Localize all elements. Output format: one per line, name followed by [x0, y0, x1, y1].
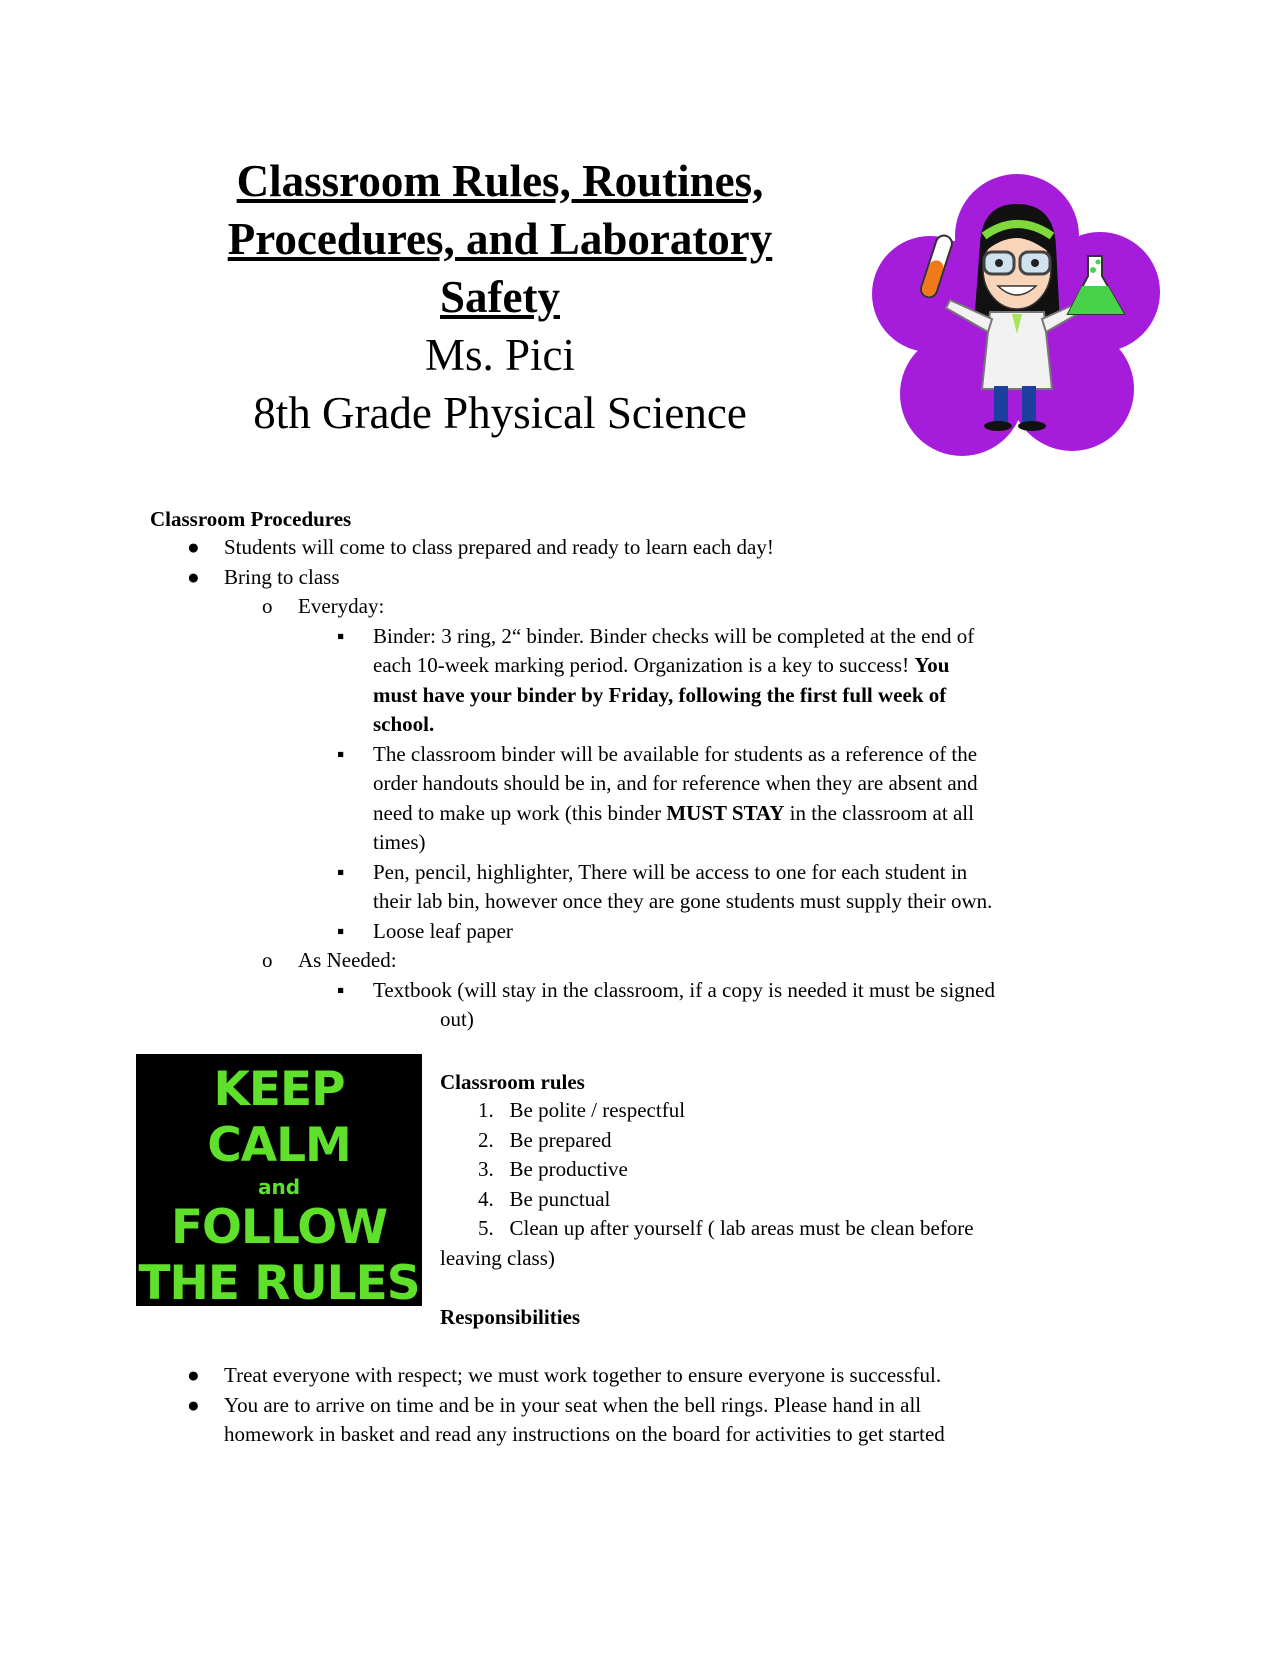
course-name: 8th Grade Physical Science	[253, 388, 747, 438]
responsibility-item-2-line-2: homework in basket and read any instructions on the board for activities to get started	[224, 1422, 945, 1446]
square-bullet-icon: ▪	[337, 860, 345, 884]
responsibility-item-2-line-1: You are to arrive on time and be in your seat when the bell rings. Please hand in all	[224, 1393, 922, 1417]
pen-line-1: Pen, pencil, highlighter, There will be access to one for each student in	[373, 860, 968, 884]
square-bullet-icon: ▪	[337, 742, 345, 766]
responsibilities-heading: Responsibilities	[440, 1305, 581, 1329]
rule-item-2: 2. Be prepared	[478, 1128, 612, 1152]
poster-line-follow: FOLLOW	[170, 1200, 388, 1255]
class-binder-line-4: times)	[373, 830, 426, 854]
document-title-line-1: Classroom Rules, Routines,	[236, 156, 764, 206]
poster-line-keep: KEEP	[213, 1062, 345, 1117]
as-needed-label: As Needed:	[298, 948, 397, 972]
binder-line-2: each 10-week marking period. Organization is a key to success! You	[373, 653, 950, 677]
bullet-icon: ●	[187, 565, 200, 589]
keep-calm-poster	[136, 1054, 422, 1311]
rules-heading: Classroom rules	[440, 1070, 585, 1094]
everyday-label: Everyday:	[298, 594, 385, 618]
bullet-icon: ●	[187, 535, 200, 559]
poster-line-and: and	[257, 1175, 301, 1199]
square-bullet-icon: ▪	[337, 624, 345, 648]
pen-line-2: their lab bin, however once they are gone students must supply their own.	[373, 889, 993, 913]
rule-item-5: 5. Clean up after yourself ( lab areas must be clean before	[478, 1216, 974, 1240]
binder-line-1: Binder: 3 ring, 2“ binder. Binder checks will be completed at the end of	[373, 624, 975, 648]
class-binder-line-3: need to make up work (this binder MUST STAY in the classroom at all	[373, 801, 974, 825]
document-title-block	[150, 152, 850, 442]
rule-item-5-continued: leaving class)	[440, 1246, 555, 1270]
rule-item-3: 3. Be productive	[478, 1157, 628, 1181]
poster-line-the-rules: THE RULES	[138, 1256, 420, 1311]
teacher-name: Ms. Pici	[424, 330, 576, 380]
bullet-icon: ●	[187, 1393, 200, 1417]
textbook-line-2: out)	[440, 1007, 474, 1031]
document-title-line-3: Safety	[440, 272, 560, 322]
document-title-line-2: Procedures, and Laboratory	[227, 214, 773, 264]
paper-item: Loose leaf paper	[373, 919, 513, 943]
class-binder-line-2: order handouts should be in, and for reference when they are absent and	[373, 771, 978, 795]
scientist-girl-illustration	[872, 174, 1162, 464]
responsibility-item-1: Treat everyone with respect; we must work together to ensure everyone is successful.	[224, 1363, 942, 1387]
binder-line-3: must have your binder by Friday, following the first full week of	[373, 683, 947, 707]
class-binder-line-1: The classroom binder will be available for students as a reference of the	[373, 742, 978, 766]
bullet-icon: ●	[187, 1363, 200, 1387]
square-bullet-icon: ▪	[337, 919, 345, 943]
sub-bullet-icon: o	[262, 948, 273, 972]
rule-item-1: 1. Be polite / respectful	[478, 1098, 686, 1122]
procedure-item-2: Bring to class	[224, 565, 340, 589]
binder-line-4: school.	[373, 712, 435, 736]
square-bullet-icon: ▪	[337, 978, 345, 1002]
procedures-heading: Classroom Procedures	[150, 507, 352, 531]
poster-line-calm: CALM	[207, 1118, 351, 1173]
procedure-item-1: Students will come to class prepared and ready to learn each day!	[224, 535, 774, 559]
textbook-line-1: Textbook (will stay in the classroom, if a copy is needed it must be signed	[373, 978, 995, 1002]
rule-item-4: 4. Be punctual	[478, 1187, 611, 1211]
sub-bullet-icon: o	[262, 594, 273, 618]
